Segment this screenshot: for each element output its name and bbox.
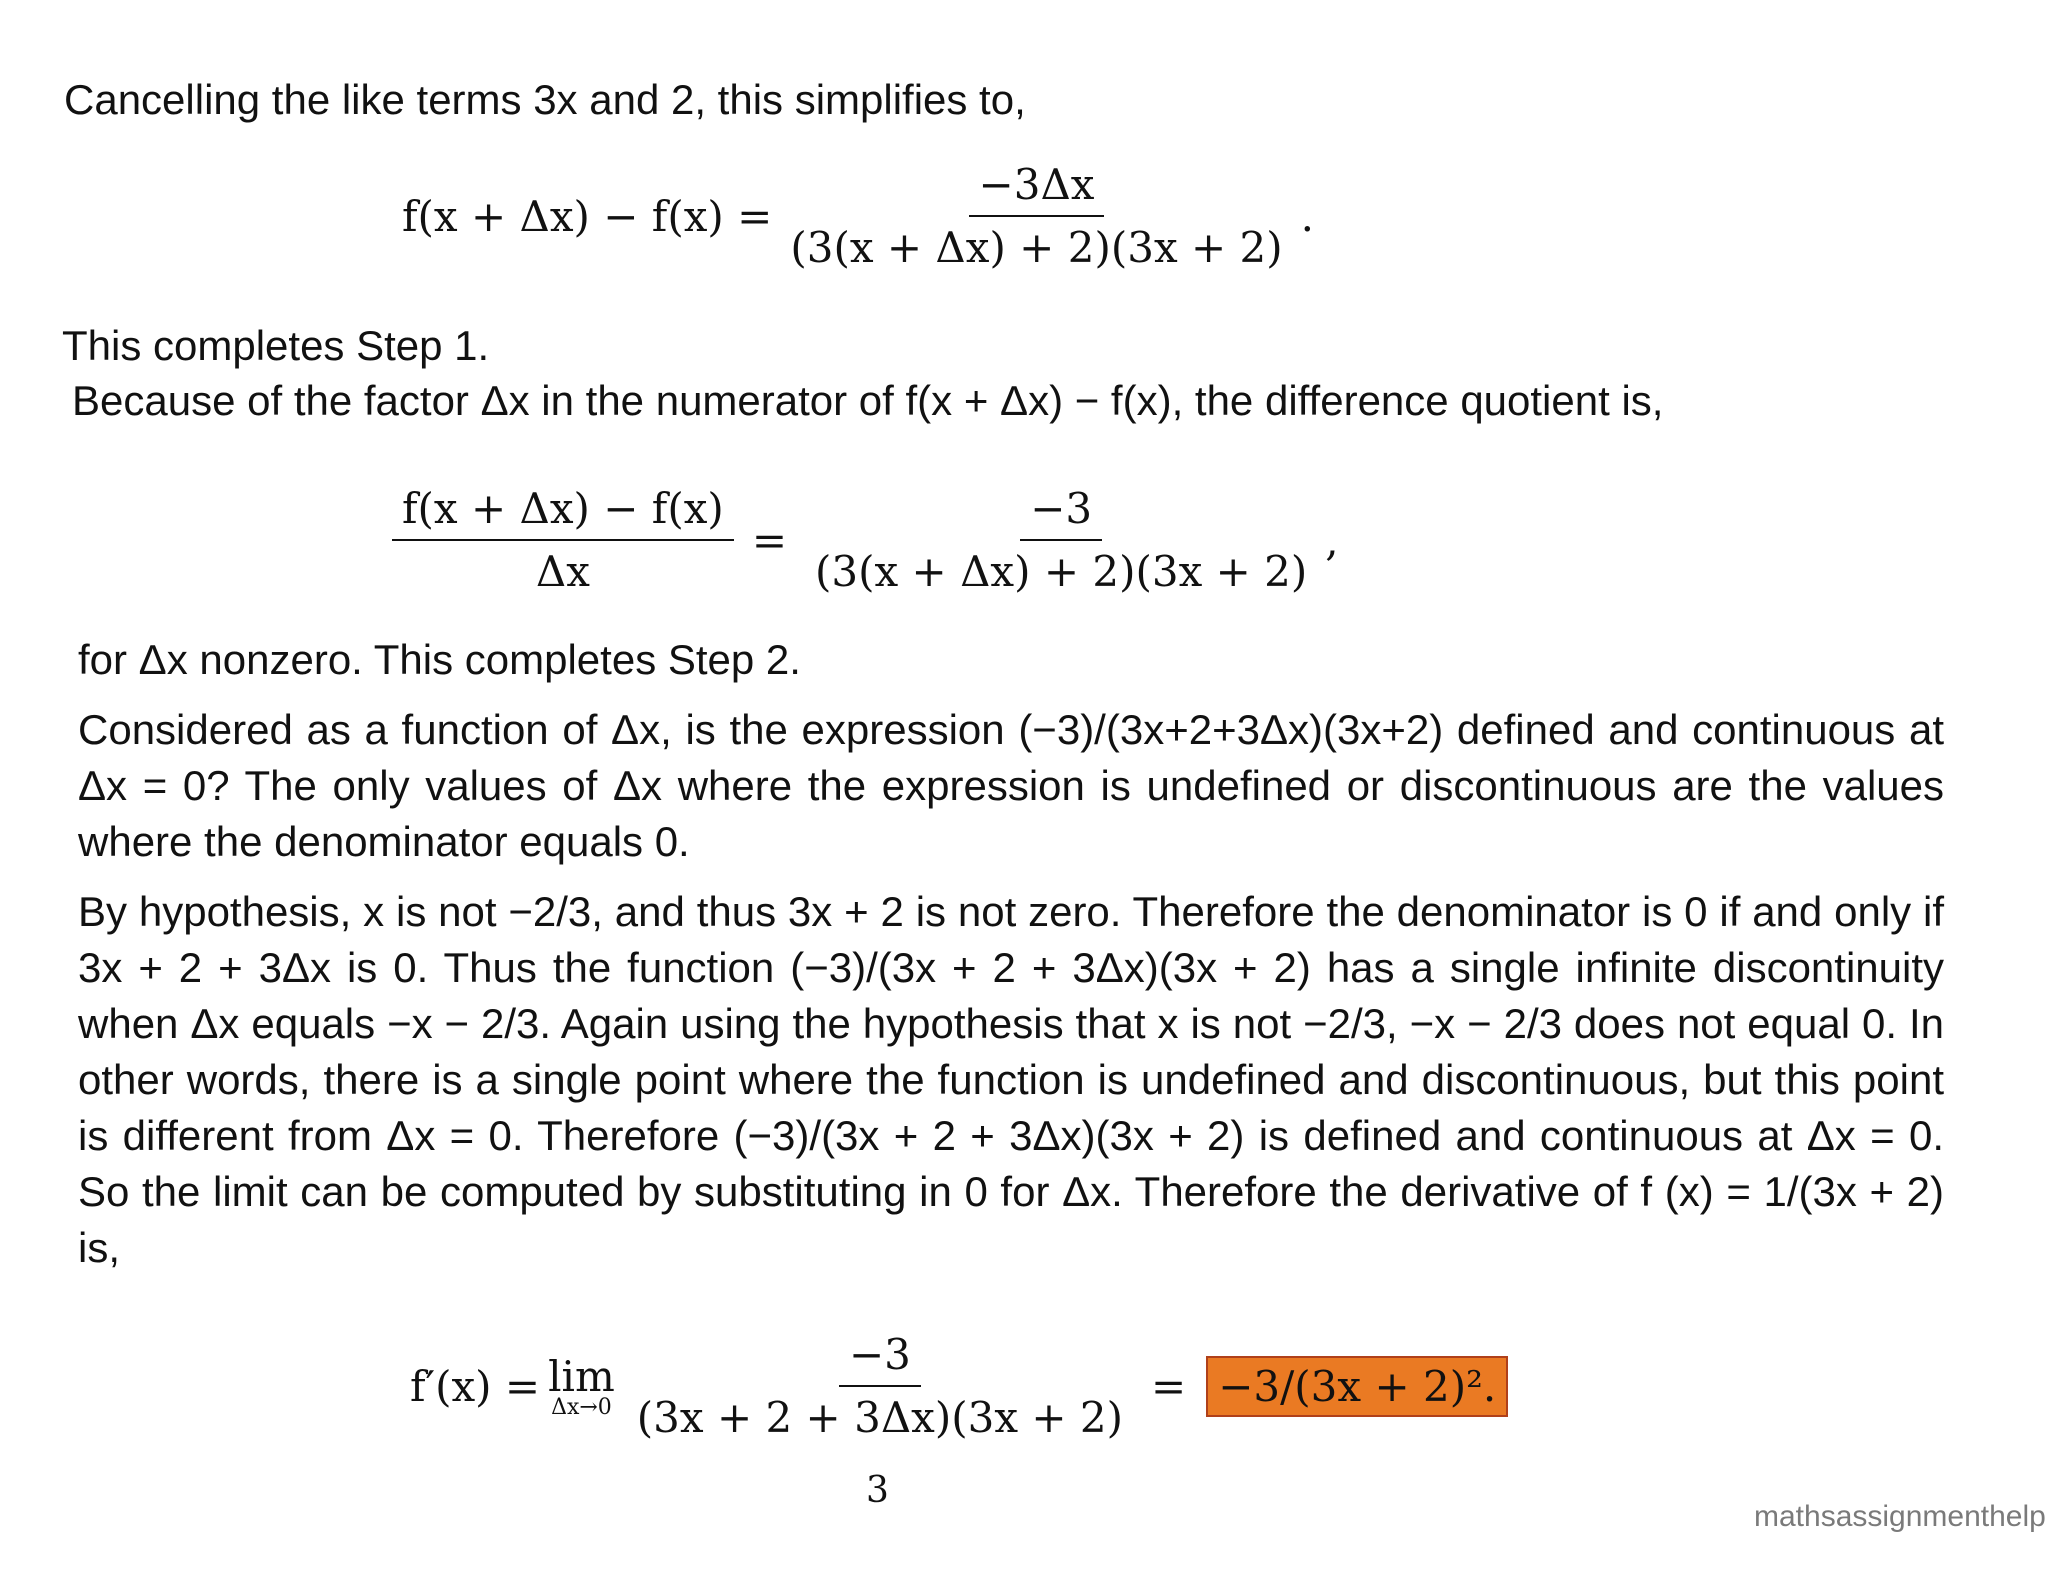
step1-line: This completes Step 1.: [62, 322, 490, 369]
body-paragraphs: [78, 632, 1944, 1276]
eq1-lhs: f(x + Δx) − f(x) =: [402, 191, 773, 241]
eq2-rhs-denominator: (3(x + Δx) + 2)(3x + 2): [815, 547, 1308, 596]
eq3-limit: [548, 1352, 615, 1420]
paragraph-continuity: Considered as a function of Δx, is the expression (−3)/(3x+2+3Δx)(3x+2) defined and continuous at Δx = 0? The only values of Δx where the expression is undefined or discontinuous are the values where the denominator equals 0.: [78, 706, 1944, 865]
paragraph-step2: for Δx nonzero. This completes Step 2.: [78, 636, 801, 683]
eq1-denominator: (3(x + Δx) + 2)(3x + 2): [790, 223, 1283, 272]
eq3-fraction: [627, 1330, 1133, 1442]
eq2-lhs-fraction: [392, 484, 734, 596]
eq3-lim-word: lim: [548, 1352, 615, 1401]
equation-derivative: [410, 1330, 1508, 1442]
paragraph-hypothesis: By hypothesis, x is not −2/3, and thus 3x + 2 is not zero. Therefore the denominator is 0 if and only if 3x + 2 + 3Δx is 0. Thus the function (−3)/(3x + 2 + 3Δx)(3x + 2) has a single infinite discontinuity when Δx equals −x − 2/3. Again using the hypothesis that x is not −2/3, −x − 2/3 does not equal 0. In other words, there is a single point where the function is undefined and discontinuous, but this point is different from Δx = 0. Therefore (−3)/(3x + 2 + 3Δx)(3x + 2) is defined and continuous at Δx = 0. So the limit can be computed by substituting in 0 for Δx. Therefore the derivative of f (x) = 1/(3x + 2) is,: [78, 888, 1944, 1271]
eq2-rhs-fraction: [805, 484, 1317, 596]
equation-difference-quotient: [384, 484, 1339, 596]
eq2-lhs-denominator: Δx: [535, 547, 590, 596]
watermark: mathsassignmenthelp: [1754, 1500, 2046, 1533]
eq2-rhs-numerator: −3: [1020, 484, 1102, 541]
eq1-numerator: −3Δx: [969, 160, 1105, 217]
intro-line: Cancelling the like terms 3x and 2, this simplifies to,: [64, 76, 1026, 123]
eq2-end: ,: [1325, 515, 1339, 565]
equation-difference: [402, 160, 1314, 272]
eq2-equals: =: [751, 515, 788, 565]
eq3-numerator: −3: [839, 1330, 921, 1387]
eq3-lim-subscript: Δx→0: [551, 1395, 612, 1420]
because-line: Because of the factor Δx in the numerator of f(x + Δx) − f(x), the difference quotient is,: [72, 377, 1664, 424]
page-number: 3: [866, 1470, 889, 1511]
highlighted-answer: −3/(3x + 2)².: [1206, 1356, 1508, 1417]
eq3-equals: =: [1151, 1361, 1187, 1411]
eq1-fraction: [780, 160, 1292, 272]
eq2-lhs-numerator: f(x + Δx) − f(x): [392, 484, 734, 541]
eq3-denominator: (3x + 2 + 3Δx)(3x + 2): [636, 1393, 1124, 1442]
eq3-lhs: f′(x) =: [410, 1361, 541, 1411]
eq1-end: .: [1300, 191, 1314, 241]
